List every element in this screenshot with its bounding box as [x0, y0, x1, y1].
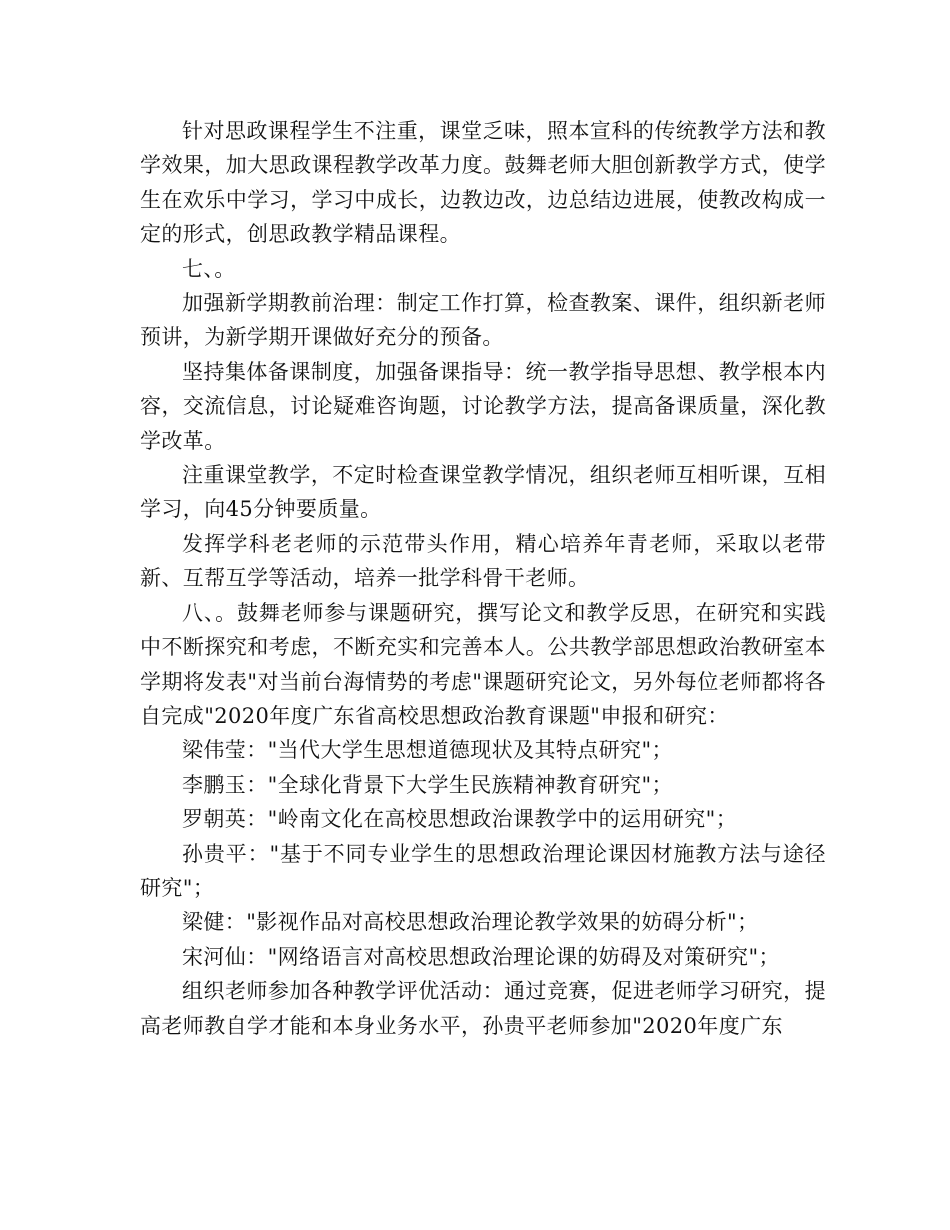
list-item-research-topic: 罗朝英："岭南文化在高校思想政治课教学中的运用研究"； [182, 807, 738, 832]
paragraph-classroom-teaching: 注重课堂教学，不定时检查课堂教学情况，组织老师互相听课，互相学习，向45分钟要质量。 [140, 463, 826, 522]
paragraph-teaching-reform: 针对思政课程学生不注重，课堂乏味，照本宣科的传统教学方法和教学效果，加大思政课程教学改革力度。鼓舞老师大胆创新教学方式，使学生在欢乐中学习，学习中成长，边教边改，边总结边进展，使教改构成一定的形式，创思政教学精品课程。 [140, 119, 826, 247]
list-item-research-topic: 孙贵平："基于不同专业学生的思想政治理论课因材施教方法与途径研究"； [140, 841, 826, 900]
list-item-research-topic: 梁健："影视作品对高校思想政治理论教学效果的妨碍分析"； [182, 910, 759, 935]
paragraph-senior-teacher-role: 发挥学科老老师的示范带头作用，精心培养年青老师，采取以老带新、互帮互学等活动，培养一批学科骨干老师。 [140, 531, 826, 591]
paragraph-pre-term-management: 加强新学期教前治理：制定工作打算，检查教案、课件，组织新老师预讲，为新学期开课做好充分的预备。 [140, 291, 826, 350]
list-item-research-topic: 宋河仙："网络语言对高校思想政治理论课的妨碍及对策研究"； [182, 944, 780, 969]
section-heading-seven: 七、。 [182, 256, 236, 281]
paragraph-collective-lesson-prep: 坚持集体备课制度，加强备课指导：统一教学指导思想、教学根本内容，交流信息，讨论疑难咨询题，讨论教学方法，提高备课质量，深化教学改革。 [140, 359, 826, 453]
paragraph-teaching-competitions: 组织老师参加各种教学评优活动：通过竞赛，促进老师学习研究，提高老师教自学才能和本身业务水平，孙贵平老师参加"2020年度广东 [140, 979, 826, 1038]
document-body [140, 114, 826, 1043]
list-item-research-topic: 李鹏玉："全球化背景下大学生民族精神教育研究"； [182, 772, 673, 797]
paragraph-section-eight-research: 八、。鼓舞老师参与课题研究，撰写论文和教学反思，在研究和实践中不断探究和考虑，不断充实和完善本人。公共教学部思想政治教研室本学期将发表"对当前台海情势的考虑"课题研究论文，另外每位老师都将各自完成"2020年度广东省高校思想政治教育课题"申报和研究： [140, 600, 826, 728]
list-item-research-topic: 梁伟莹："当代大学生思想道德现状及其特点研究"； [182, 738, 673, 763]
